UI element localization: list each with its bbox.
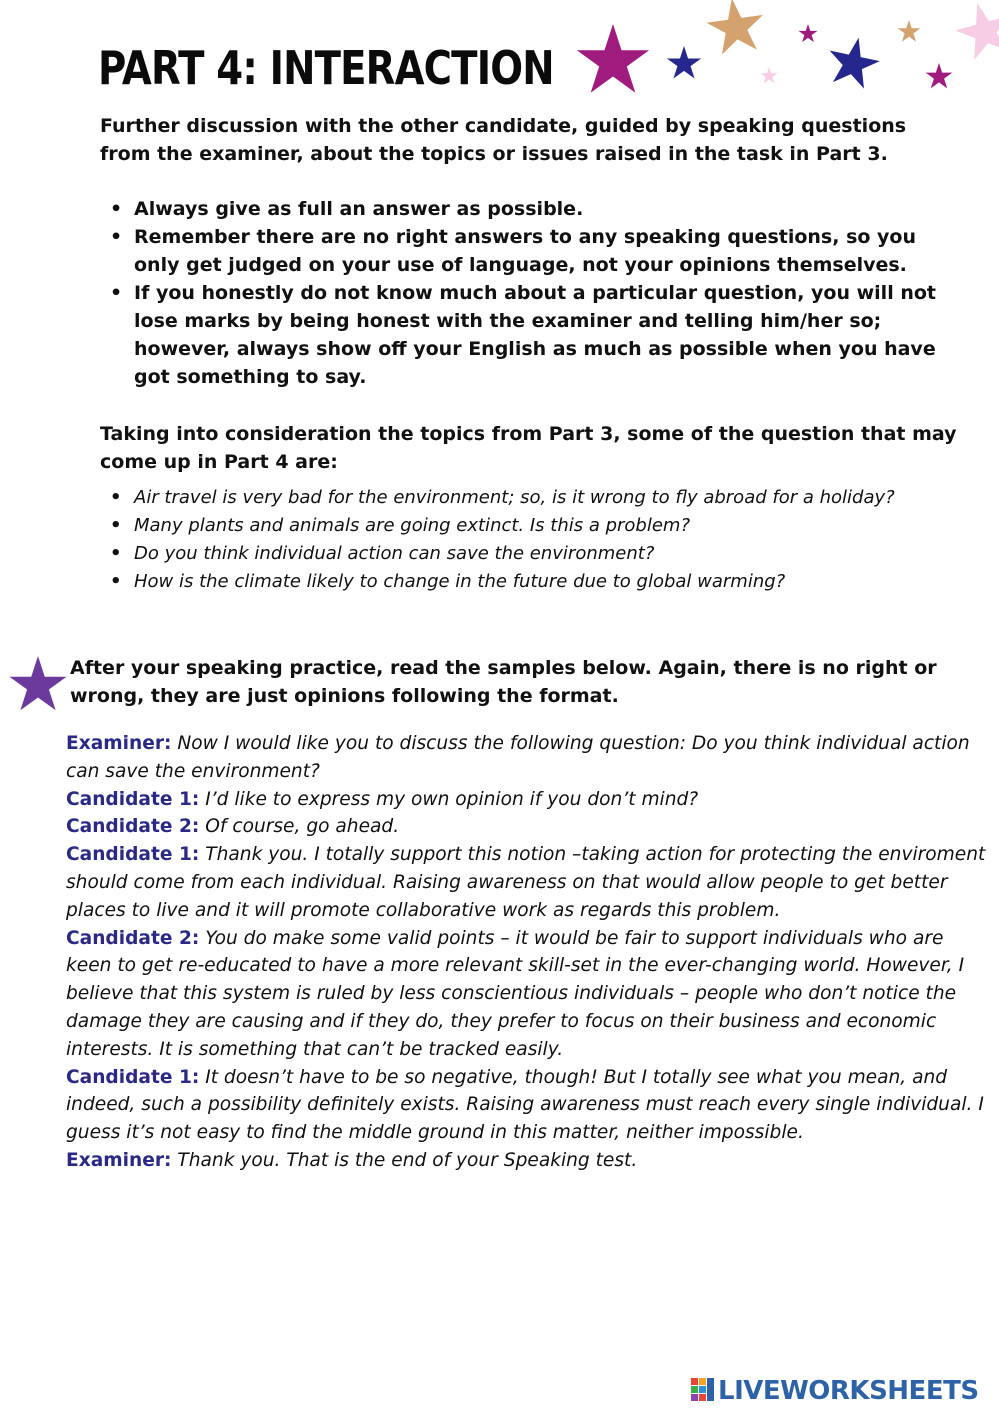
dialogue-text: You do make some valid points – it would be fair to support individuals who are keen to get re-educated to have a more relevant skill-set in the ever-changing world. However, I believe that this system is ruled by less conscientious individuals – people who don’t notice the damage they are causing and if they do, they prefer to focus on their business and economic interests. It is something that can’t be tracked easily.: [66, 927, 965, 1060]
dialogue-line: [66, 813, 994, 841]
speaker-label: Candidate 1:: [66, 788, 200, 810]
speaker-label: Candidate 2:: [66, 816, 200, 838]
dialogue-line: [66, 730, 994, 786]
star-tan-large-icon: [704, 0, 768, 56]
speaker-label: Candidate 1:: [66, 844, 200, 866]
speaker-label: Candidate 1:: [66, 1066, 200, 1088]
questions-heading: Taking into consideration the topics from Part 3, some of the question that may come up in Part 4 are:: [100, 423, 957, 473]
star-pink-large-icon: [950, 0, 999, 63]
question-item: • Air travel is very bad for the environment; so, is it wrong to fly abroad for a holiday?: [100, 484, 980, 512]
tip-item: • Always give as full an answer as possible.: [100, 195, 950, 223]
star-purple-icon: [9, 656, 66, 710]
dialogue-text: Thank you. I totally support this notion –taking action for protecting the enviroment should come from each individual. Raising awareness on that would allow people to get better places to live and it will promote collaborative work as regards this problem.: [66, 844, 986, 921]
dialogue-line: [66, 1064, 994, 1147]
tip-item: • If you honestly do not know much about a particular question, you will not lose marks by being honest with the examiner and telling him/her so; however, always show off your English as much as possible when you have got something to say.: [100, 279, 950, 391]
question-item: • Many plants and animals are going extinct. Is this a problem?: [100, 512, 980, 540]
dialogue-text: Thank you. That is the end of your Speaking test.: [177, 1149, 638, 1171]
dialogue-text: Of course, go ahead.: [205, 816, 400, 838]
speaker-label: Examiner:: [66, 733, 172, 754]
star-magenta-small-icon: [926, 63, 953, 88]
tip-item: • Remember there are no right answers to any speaking questions, so you only get judged on your use of language, not your opinions themselves.: [100, 223, 950, 279]
star-tan-small-icon: [898, 20, 921, 42]
sample-dialogue: [66, 730, 994, 1175]
tips-list: [100, 195, 950, 391]
brand-name: LIVEWORKSHEETS: [718, 1376, 979, 1406]
question-item: • Do you think individual action can save the environment?: [100, 540, 980, 568]
page-title: PART 4: INTERACTION: [98, 41, 554, 95]
questions-list: [100, 484, 980, 596]
speaker-label: Examiner:: [66, 1149, 172, 1171]
question-item: • How is the climate likely to change in the future due to global warming?: [100, 568, 980, 596]
dialogue-line: [66, 925, 994, 1064]
dialogue-text: Now I would like you to discuss the following question: Do you think individual action can save the environment?: [66, 733, 970, 782]
liveworksheets-footer[interactable]: [690, 1373, 979, 1409]
star-magenta-tiny-icon: [798, 24, 817, 42]
dialogue-text: It doesn’t have to be so negative, though! But I totally see what you mean, and indeed, such a possibility definitely exists. Raising awareness must reach every single individual. I guess it’s not easy to find the middle ground in this matter, neither impossible.: [66, 1066, 984, 1144]
star-navy-small-icon: [667, 46, 701, 79]
sample-instructions: After your speaking practice, read the samples below. Again, there is no right or wrong, they are just opinions following the format.: [70, 657, 937, 707]
intro-paragraph: Further discussion with the other candidate, guided by speaking questions from the examiner, about the topics or issues raised in the task in Part 3.: [100, 115, 907, 165]
dialogue-line: [66, 786, 994, 814]
dialogue-line: [66, 1147, 994, 1175]
speaker-label: Candidate 2:: [66, 927, 200, 949]
star-navy-large-icon: [823, 32, 883, 90]
star-pink-tiny-icon: [760, 67, 777, 83]
star-magenta-large-icon: [577, 24, 649, 93]
dialogue-line: [66, 841, 994, 924]
dialogue-text: I’d like to express my own opinion if you don’t mind?: [205, 788, 699, 810]
liveworksheets-logo-icon: [690, 1376, 716, 1406]
